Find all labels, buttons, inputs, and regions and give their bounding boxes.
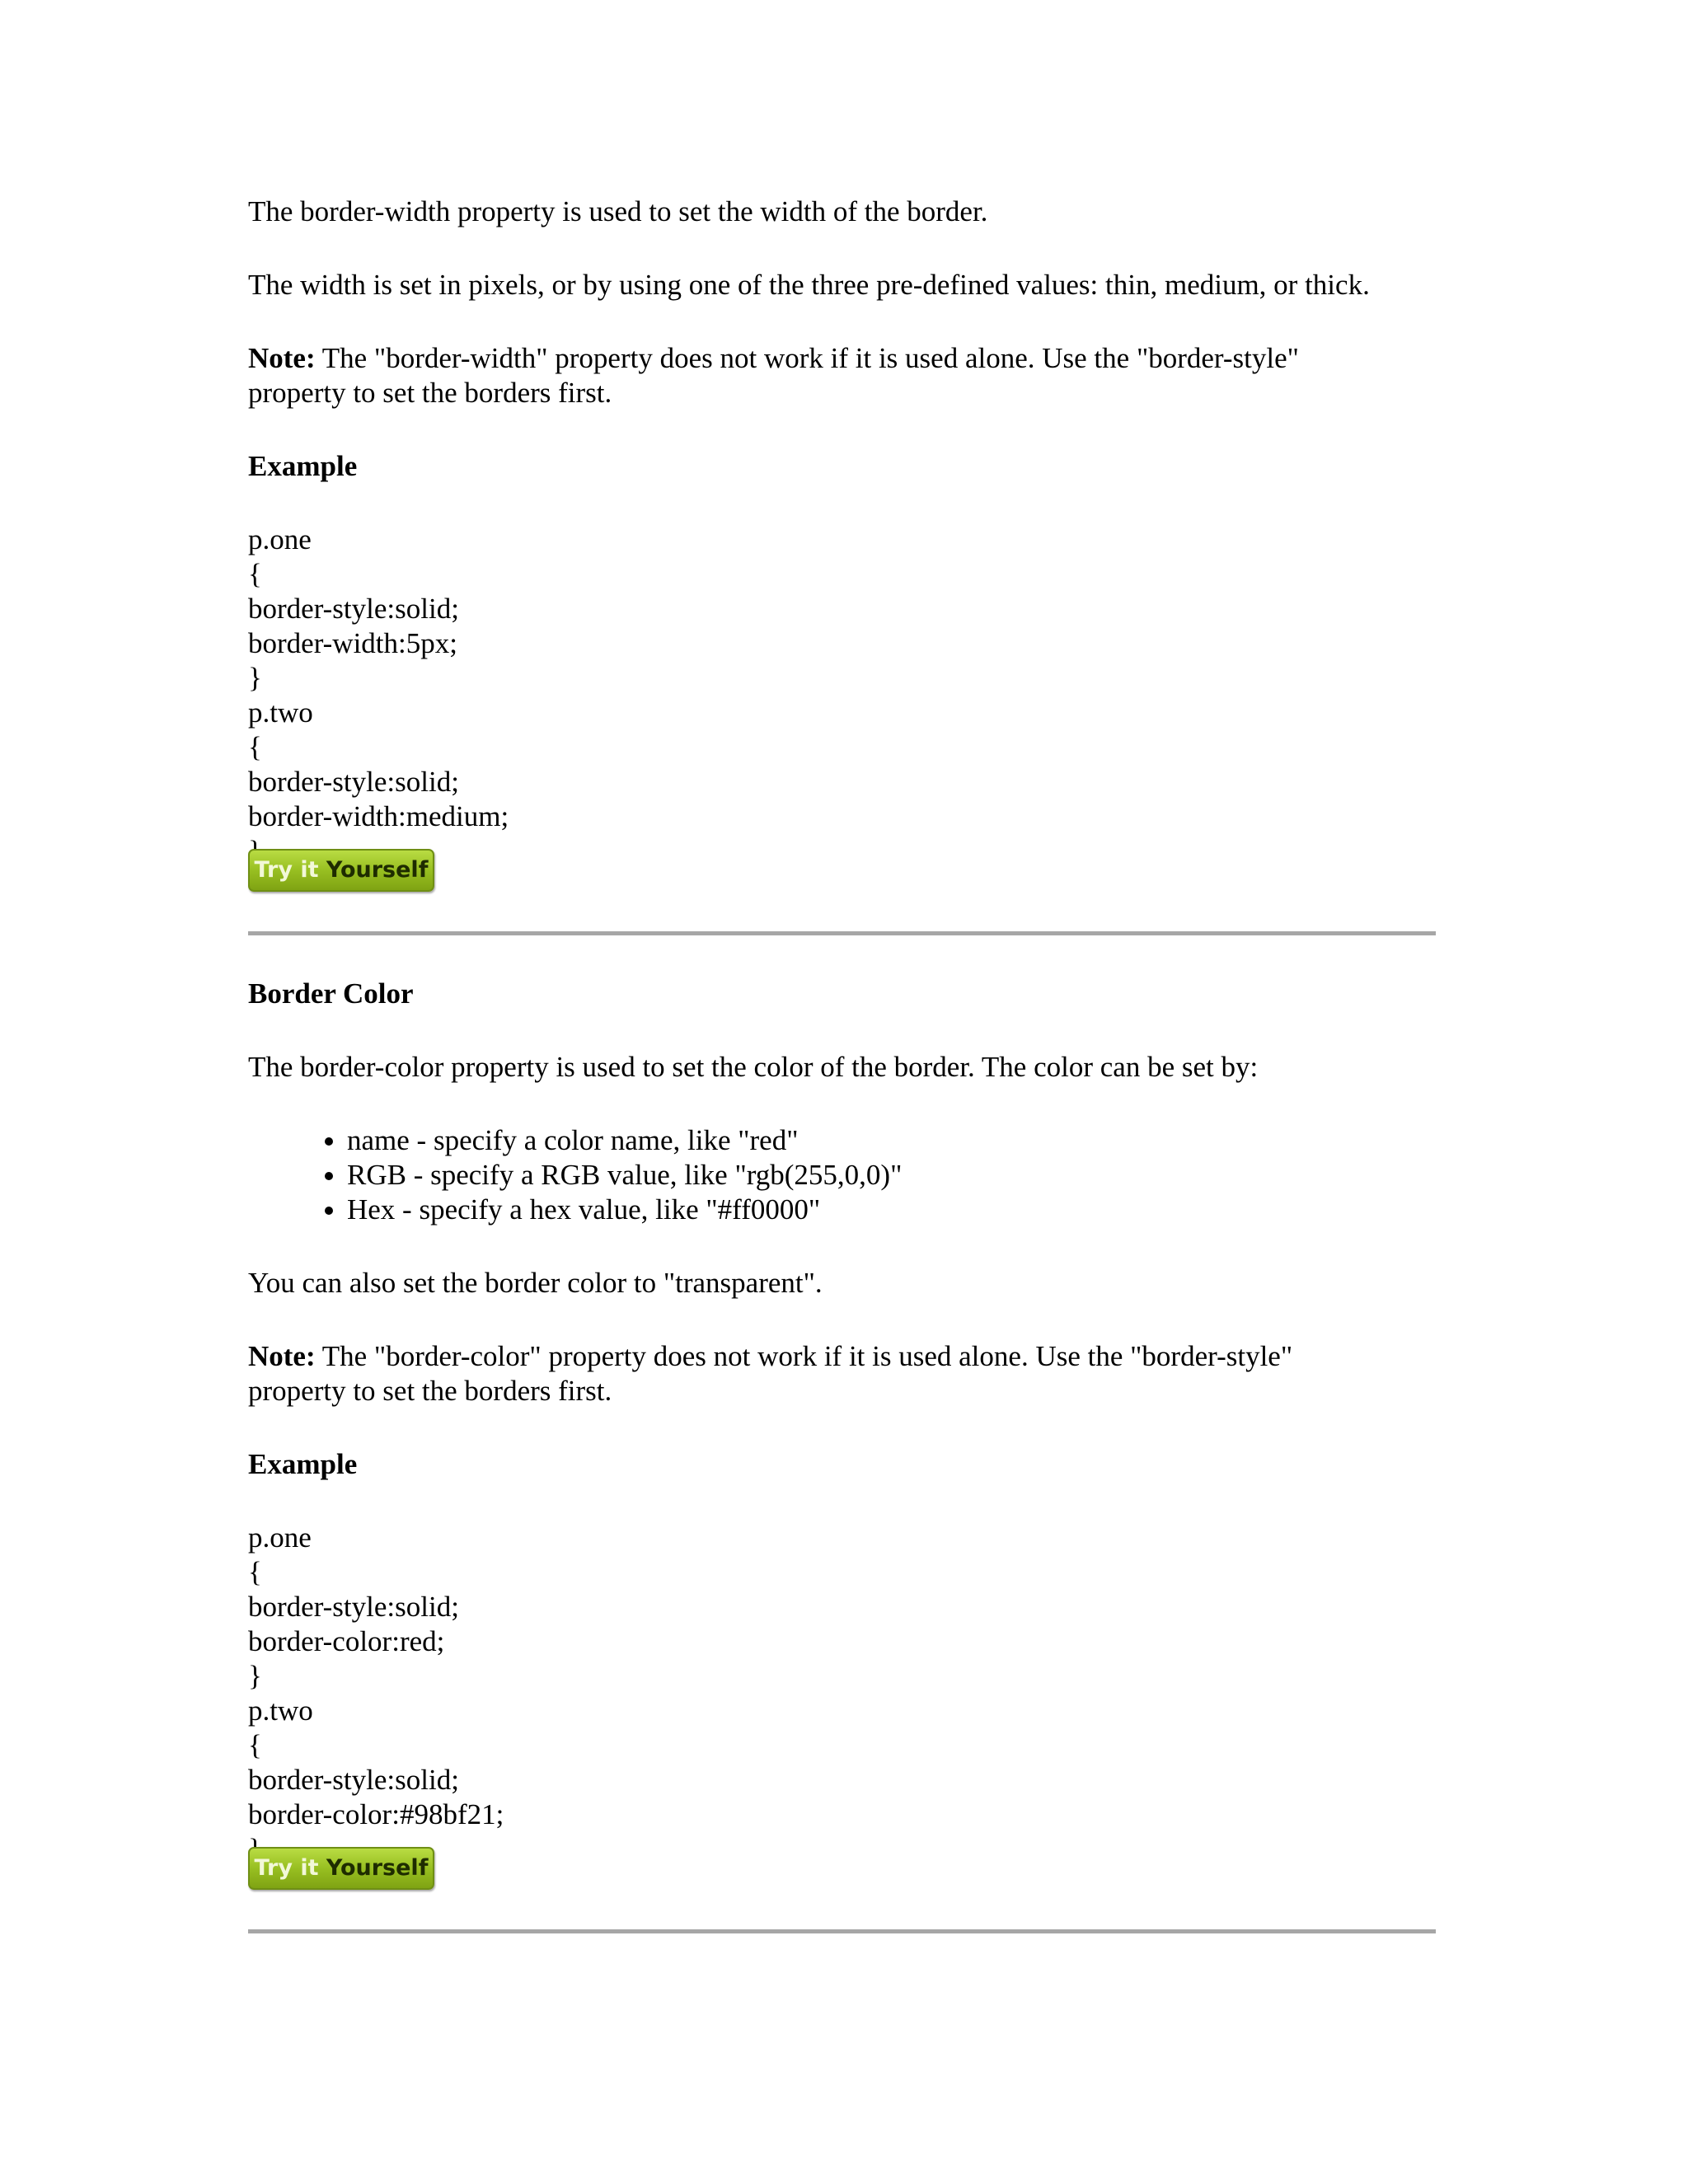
- button-label-try: Try it: [254, 1855, 319, 1881]
- note-text-line2: property to set the borders first.: [248, 377, 612, 409]
- note-label: Note:: [248, 1340, 316, 1372]
- list-item: • RGB - specify a RGB value, like "rgb(255,0,0)": [347, 1158, 1435, 1193]
- code-line: border-style:solid;: [248, 766, 459, 798]
- code-line: }: [248, 1660, 262, 1692]
- try-it-yourself-button[interactable]: [248, 1847, 434, 1890]
- paragraph-border-width-values: The width is set in pixels, or by using one of the three pre-defined values: thin, medium, or thick.: [248, 269, 1370, 301]
- code-example-border-width: [248, 523, 1435, 849]
- paragraph-border-color-intro: The border-color property is used to set the color of the border. The color can be set by:: [248, 1051, 1259, 1083]
- code-line: {: [248, 1556, 262, 1588]
- note-text: The "border-width" property does not work if it is used alone. Use the "border-style": [315, 342, 1299, 374]
- example-heading: Example: [248, 1448, 358, 1480]
- example-heading: Example: [248, 450, 358, 482]
- code-line: border-width:medium;: [248, 800, 509, 832]
- section-divider: [248, 931, 1436, 935]
- paragraph-border-width-intro: The border-width property is used to set the width of the border.: [248, 195, 988, 227]
- code-line: }: [248, 662, 262, 694]
- code-line: p.two: [248, 1694, 313, 1727]
- note-text: The "border-color" property does not work if it is used alone. Use the "border-style": [315, 1340, 1293, 1372]
- code-example-border-color: [248, 1521, 1435, 1847]
- code-line: p.one: [248, 523, 312, 555]
- list-item: • Hex - specify a hex value, like "#ff0000": [347, 1193, 1435, 1227]
- button-label-yourself: Yourself: [326, 1855, 429, 1881]
- button-label-try: Try it: [254, 857, 319, 883]
- code-line: p.two: [248, 696, 313, 729]
- code-line: [248, 1832, 1435, 1847]
- color-methods-list: [248, 1123, 1435, 1227]
- document-page: [248, 194, 1435, 1975]
- code-line: [248, 834, 1435, 849]
- code-line: {: [248, 731, 262, 763]
- code-line: border-width:5px;: [248, 627, 457, 659]
- code-line: border-style:solid;: [248, 1591, 459, 1623]
- code-line: p.one: [248, 1521, 312, 1554]
- code-line: {: [248, 558, 262, 590]
- section-divider: [248, 1929, 1436, 1933]
- note-border-width: [248, 341, 1435, 410]
- code-line: border-color:red;: [248, 1625, 445, 1657]
- note-border-color: [248, 1339, 1435, 1408]
- try-it-yourself-button[interactable]: [248, 849, 434, 892]
- button-label-yourself: Yourself: [326, 857, 429, 883]
- section-heading-border-color: Border Color: [248, 977, 414, 1010]
- code-line: border-style:solid;: [248, 1764, 459, 1796]
- code-line: {: [248, 1729, 262, 1761]
- code-line: border-style:solid;: [248, 593, 459, 625]
- note-label: Note:: [248, 342, 316, 374]
- note-text-line2: property to set the borders first.: [248, 1375, 612, 1407]
- paragraph-transparent: You can also set the border color to "transparent".: [248, 1267, 823, 1299]
- code-line: border-color:#98bf21;: [248, 1798, 504, 1830]
- list-item: • name - specify a color name, like "red": [347, 1123, 1435, 1158]
